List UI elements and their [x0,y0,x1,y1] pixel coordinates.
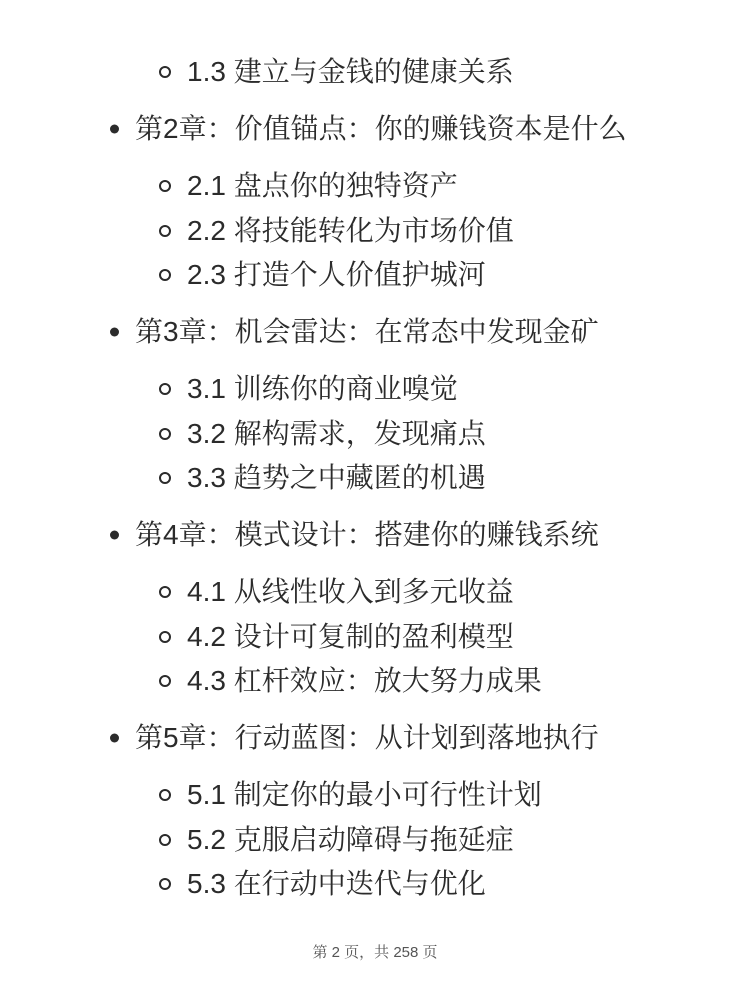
toc-item-text: 第3章：机会雷达：在常态中发现金矿 [135,316,599,347]
toc-item-text: 2.1 盘点你的独特资产 [187,170,458,201]
circle-bullet-icon [159,675,171,687]
toc-section-item [0,50,750,95]
circle-bullet-icon [159,472,171,484]
toc-section-item [0,615,750,660]
toc-section-item [0,164,750,209]
toc-item-text: 1.3 建立与金钱的健康关系 [187,56,514,87]
toc-item-text: 5.2 克服启动障碍与拖延症 [187,823,514,855]
circle-bullet-icon [159,66,171,78]
toc-item-text: 第2章：价值锚点：你的赚钱资本是什么 [135,113,627,144]
circle-bullet-icon [159,631,171,643]
circle-bullet-icon [159,225,171,237]
page-number-label: 第 2 页，共 258 页 [312,944,438,961]
toc-chapter-item [0,107,750,152]
toc-section-item [0,253,750,298]
toc-item-text: 第5章：行动蓝图：从计划到落地执行 [135,722,599,753]
toc-item-text: 3.3 趋势之中藏匿的机遇 [187,462,486,493]
toc-item-text: 5.1 制定你的最小可行性计划 [187,779,542,810]
disc-bullet-icon [110,125,119,134]
toc-chapter-item [0,310,750,355]
toc-item-text: 2.2 将技能转化为市场价值 [187,214,514,246]
toc-section-item [0,818,750,863]
toc-item-text: 第4章：模式设计：搭建你的赚钱系统 [135,519,599,550]
toc-section-item [0,570,750,615]
toc-item-text: 2.3 打造个人价值护城河 [187,259,486,290]
toc-item-text: 5.3 在行动中迭代与优化 [187,868,486,899]
circle-bullet-icon [159,789,171,801]
toc-section-item [0,209,750,254]
toc-item-text: 4.3 杠杆效应：放大努力成果 [187,665,542,696]
toc-section-item [0,659,750,704]
toc-section-item [0,773,750,818]
toc-section-item [0,412,750,457]
toc-item-text: 3.2 解构需求，发现痛点 [187,417,486,449]
toc-chapter-item [0,716,750,761]
disc-bullet-icon [110,531,119,540]
circle-bullet-icon [159,428,171,440]
toc-section-item [0,367,750,412]
toc-section-item [0,456,750,501]
toc-item-text: 3.1 训练你的商业嗅觉 [187,373,458,404]
disc-bullet-icon [110,328,119,337]
circle-bullet-icon [159,878,171,890]
page-footer [0,944,750,962]
circle-bullet-icon [159,586,171,598]
circle-bullet-icon [159,834,171,846]
toc-chapter-item [0,513,750,558]
disc-bullet-icon [110,734,119,743]
circle-bullet-icon [159,383,171,395]
circle-bullet-icon [159,269,171,281]
toc-item-text: 4.2 设计可复制的盈利模型 [187,620,514,652]
circle-bullet-icon [159,180,171,192]
toc-item-text: 4.1 从线性收入到多元收益 [187,576,514,607]
toc-section-item [0,862,750,907]
